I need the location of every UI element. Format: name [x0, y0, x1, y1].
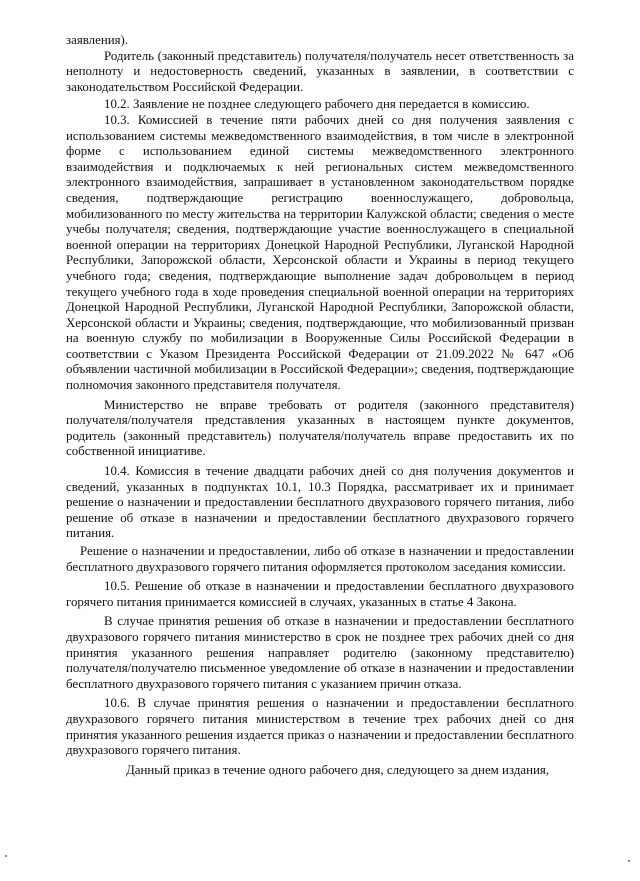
paragraph-10-5: 10.5. Решение об отказе в назначении и предоставлении бесплатного двухразового горячего питания принимается комиссией в случаях, указанных в статье 4 Закона. [66, 579, 574, 609]
paragraph-responsibility: Родитель (законный представитель) получателя/получатель несет ответственность за неполноту и недостоверность сведений, указанных в заявлении, в соответствии с законодательством Российской Федерации. [66, 48, 574, 94]
paragraph-ministry-rights: Министерство не вправе требовать от родителя (законного представителя) получателя/получателя представления указанных в настоящем пункте документов, родитель (законный представитель) получателя/получатель вправе предоставить их по собственной инициативе. [66, 397, 574, 459]
paragraph-decision-protocol: Решение о назначении и предоставлении, либо об отказе в назначении и предоставлении бесплатного двухразового горячего питания оформляется протоколом заседания комиссии. [66, 544, 574, 574]
paragraph-10-4: 10.4. Комиссия в течение двадцати рабочих дней со дня получения документов и сведений, указанных в подпунктах 10.1, 10.3 Порядка, рассматривает их и принимает решение о назначении и предоставлении бесплатного двухразового горячего питания, либо решение об отказе в назначении и предоставлении бесплатного двухразового горячего питания. [66, 464, 574, 541]
paragraph-10-2: 10.2. Заявление не позднее следующего рабочего дня передается в комиссию. [104, 97, 530, 112]
paragraph-refusal-notice: В случае принятия решения об отказе в назначении и предоставлении бесплатного двухразового горячего питания министерство в срок не позднее трех рабочих дней со дня принятия указанного решения направляет родителю (законному представителю) получателя/получателю письменное уведомление об отказе в назначении и предоставлении бесплатного двухразового горячего питания с указанием причин отказа. [66, 614, 574, 691]
paragraph-10-6: 10.6. В случае принятия решения о назначении и предоставлении бесплатного двухразового горячего питания министерством в течение трех рабочих дней со дня принятия указанного решения издается приказ о назначении и предоставлении бесплатного двухразового горячего питания. [66, 696, 574, 758]
paragraph-10-3: 10.3. Комиссией в течение пяти рабочих дней со дня получения заявления с использованием системы межведомственного взаимодействия, в том числе в электронной форме с использованием единой системы межведомственного электронного взаимодействия и подключаемых к ней региональных систем межведомственного электронного взаимодействия, запрашивает в установленном законодательством порядке сведения, подтверждающие регистрацию военнослужащего, добровольца, мобилизованного по месту жительства на территории Калужской области; сведения о месте учебы получателя; сведения, подтверждающие участие военнослужащего в специальной военной операции на территориях Донецкой Народной Республики, Луганской Народной Республики, Запорожской области, Херсонской области и Украины в период текущего учебного года; сведения, подтверждающие выполнение задач добровольцем в период текущего учебного года в ходе проведения специальной военной операции на территориях Донецкой Народной Республики, Луганской Народной Республики, Запорожской области, Херсонской области и Украины; сведения, подтверждающие, что мобилизованный призван на военную службу по мобилизации в Вооруженные Силы Российской Федерации в соответствии с Указом Президента Российской Федерации от 21.09.2022 № 647 «Об объявлении частичной мобилизации в Российской Федерации»; сведения, подтверждающие полномочия законного представителя получателя. [66, 112, 574, 393]
paragraph-order-publication: Данный приказ в течение одного рабочего дня, следующего за днем издания, [126, 762, 550, 777]
document-page [66, 33, 574, 778]
scan-speck [5, 855, 7, 857]
paragraph-continuation: заявления). [66, 33, 129, 47]
scan-speck [628, 860, 630, 862]
